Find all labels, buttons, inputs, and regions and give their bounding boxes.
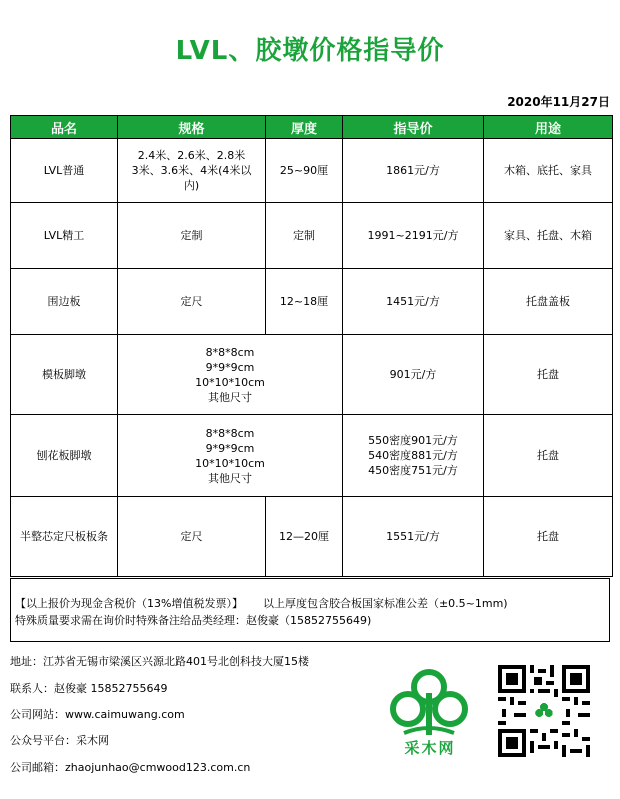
document-date: 2020年11月27日 bbox=[507, 95, 610, 109]
header-thickness: 厚度 bbox=[266, 116, 343, 139]
row-usage: 托盘盖板 bbox=[484, 269, 613, 335]
qr-code-icon[interactable] bbox=[498, 665, 590, 757]
header-name: 品名 bbox=[11, 116, 118, 139]
row-spec: 8*8*8cm 9*9*9cm 10*10*10cm 其他尺寸 bbox=[118, 335, 343, 415]
row-spec: 8*8*8cm 9*9*9cm 10*10*10cm 其他尺寸 bbox=[118, 415, 343, 497]
row-price: 1551元/方 bbox=[343, 497, 484, 577]
row-name: 半整芯定尺板板条 bbox=[11, 497, 118, 577]
table-row bbox=[11, 335, 613, 415]
page-title: LVL、胶墩价格指导价 bbox=[175, 36, 445, 66]
row-spec: 定尺 bbox=[118, 269, 266, 335]
contact-email[interactable]: 公司邮箱：zhaojunhao@cmwood123.com.cn bbox=[10, 761, 251, 774]
table-row bbox=[11, 203, 613, 269]
row-spec: 定制 bbox=[118, 203, 266, 269]
row-price: 1451元/方 bbox=[343, 269, 484, 335]
row-spec: 定尺 bbox=[118, 497, 266, 577]
table-row bbox=[11, 415, 613, 497]
header-spec: 规格 bbox=[118, 116, 266, 139]
contact-wechat: 公众号平台：采木网 bbox=[10, 734, 109, 747]
note-line-2: 特殊质量要求需在询价时特殊备注给品类经理：赵俊豪（15852755649) bbox=[15, 614, 372, 627]
row-name: 围边板 bbox=[11, 269, 118, 335]
table-row bbox=[11, 139, 613, 203]
row-usage: 托盘 bbox=[484, 335, 613, 415]
row-name: LVL精工 bbox=[11, 203, 118, 269]
row-thickness: 12—20厘 bbox=[266, 497, 343, 577]
header-usage: 用途 bbox=[484, 116, 613, 139]
row-thickness: 12~18厘 bbox=[266, 269, 343, 335]
row-name: 模板脚墩 bbox=[11, 335, 118, 415]
table-row bbox=[11, 269, 613, 335]
row-price: 901元/方 bbox=[343, 335, 484, 415]
note-line-1: 【以上报价为现金含税价（13%增值税发票）】 以上厚度包含胶合板国家标准公差（±0.5~1mm) bbox=[15, 597, 508, 610]
row-spec: 2.4米、2.6米、2.8米 3米、3.6米、4米(4米以 内) bbox=[118, 139, 266, 203]
price-table bbox=[10, 115, 613, 577]
row-usage: 托盘 bbox=[484, 497, 613, 577]
row-usage: 木箱、底托、家具 bbox=[484, 139, 613, 203]
row-name: 刨花板脚墩 bbox=[11, 415, 118, 497]
logo-text: 采木网 bbox=[404, 739, 456, 757]
row-usage: 家具、托盘、木箱 bbox=[484, 203, 613, 269]
table-header-row bbox=[11, 116, 613, 139]
row-price: 1861元/方 bbox=[343, 139, 484, 203]
row-price: 550密度901元/方 540密度881元/方 450密度751元/方 bbox=[343, 415, 484, 497]
price-note bbox=[10, 578, 610, 642]
contact-person: 联系人：赵俊豪 15852755649 bbox=[10, 682, 168, 695]
row-price: 1991~2191元/方 bbox=[343, 203, 484, 269]
row-name: LVL普通 bbox=[11, 139, 118, 203]
header-price: 指导价 bbox=[343, 116, 484, 139]
row-usage: 托盘 bbox=[484, 415, 613, 497]
contact-website[interactable]: 公司网站：www.caimuwang.com bbox=[10, 708, 185, 721]
table-row bbox=[11, 497, 613, 577]
row-thickness: 25~90厘 bbox=[266, 139, 343, 203]
row-thickness: 定制 bbox=[266, 203, 343, 269]
contact-address: 地址：江苏省无锡市梁溪区兴源北路401号北创科技大厦15楼 bbox=[10, 655, 309, 668]
